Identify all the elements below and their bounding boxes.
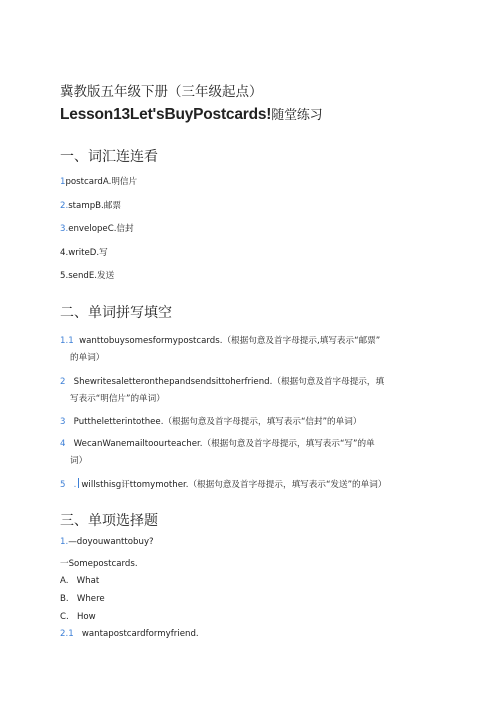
vocab-item xyxy=(60,199,121,211)
document-subtitle: 冀教版五年级下册（三年级起点） xyxy=(60,84,263,100)
spelling-item-text: Puttheletterintothee.（根据句意及首字母提示，填写表示“信封”的单词） xyxy=(73,417,362,427)
spelling-item-number: 2 xyxy=(60,377,66,387)
spelling-item-number: 1.1 xyxy=(60,336,74,346)
spelling-item-number: 3 xyxy=(60,417,66,427)
vocab-item-text: envelopeC.信封 xyxy=(68,224,134,234)
vocab-item xyxy=(60,246,108,258)
spelling-item xyxy=(60,478,386,490)
choice-question-number: 1. xyxy=(60,537,69,547)
vocab-item xyxy=(60,175,137,187)
spelling-item-prefix: . xyxy=(73,480,77,490)
choice-question-text: wantapostcardformyfriend. xyxy=(81,629,199,639)
choice-option-text: Where xyxy=(76,594,105,604)
vocab-item-number: 1 xyxy=(60,177,66,187)
spelling-item-number: 4 xyxy=(60,439,66,449)
vocab-item-number: 2. xyxy=(60,201,69,211)
vocab-item-number: 4. xyxy=(60,248,69,258)
choice-option-letter: A. xyxy=(60,576,69,586)
spelling-item-number: 5 xyxy=(60,480,66,490)
spelling-item xyxy=(60,375,384,387)
spelling-item xyxy=(60,334,380,346)
choice-option-letter: C. xyxy=(60,612,69,622)
title-tail: 随堂练习 xyxy=(271,107,323,122)
choice-option xyxy=(60,576,99,586)
vocab-item-text: writeD.写 xyxy=(68,248,108,258)
choice-question xyxy=(60,537,154,547)
spelling-item xyxy=(60,437,375,449)
choice-answer-line: 一Somepostcards. xyxy=(60,559,138,569)
vocab-item-number: 3. xyxy=(60,224,69,234)
vocab-item-text: postcardA.明信片 xyxy=(65,177,138,187)
spelling-item-continuation: 写表示“明信片”的单词） xyxy=(70,394,165,404)
spelling-item xyxy=(60,415,361,427)
vocab-item xyxy=(60,222,134,234)
choice-option-text: How xyxy=(76,612,96,622)
choice-option-text: What xyxy=(76,576,100,586)
vocab-item-text: sendE.发送 xyxy=(68,271,115,281)
choice-option-letter: B. xyxy=(60,594,69,604)
title-main: Lesson13Let'sBuyPostcards! xyxy=(60,106,272,123)
choice-question-number: 2.1 xyxy=(60,629,74,639)
section-heading-choice: 三、单项选择题 xyxy=(60,513,158,529)
vocab-item xyxy=(60,269,114,281)
spelling-item-continuation: 的单词） xyxy=(70,353,105,363)
choice-question xyxy=(60,629,199,639)
vocab-item-text: stampB.邮票 xyxy=(68,201,121,211)
vocab-item-number: 5. xyxy=(60,271,69,281)
spelling-item-text: willsthisg讦ttomymother.（根据句意及首字母提示，填写表示“发送”的单词） xyxy=(81,480,387,490)
spelling-item-continuation: 词） xyxy=(70,456,88,466)
choice-option xyxy=(60,594,105,604)
spelling-item-text: WecanWanemailtoourteacher.（根据句意及首字母提示，填写表示“写”的单 xyxy=(73,439,375,449)
section-heading-vocab: 一、词汇连连看 xyxy=(60,149,158,165)
document-title xyxy=(60,104,322,124)
spelling-item-text: wanttobuysomesformypostcards.（根据句意及首字母提示,填写表示“邮票” xyxy=(79,336,381,346)
text-cursor-mark xyxy=(78,478,79,488)
section-heading-spelling: 二、单词拼写填空 xyxy=(60,305,172,321)
choice-question-text: —doyouwanttobuy? xyxy=(68,537,154,547)
spelling-item-text: Shewritesaletteronthepandsendsittoherfriend.（根据句意及首字母提示，填 xyxy=(73,377,385,387)
choice-option xyxy=(60,612,96,622)
